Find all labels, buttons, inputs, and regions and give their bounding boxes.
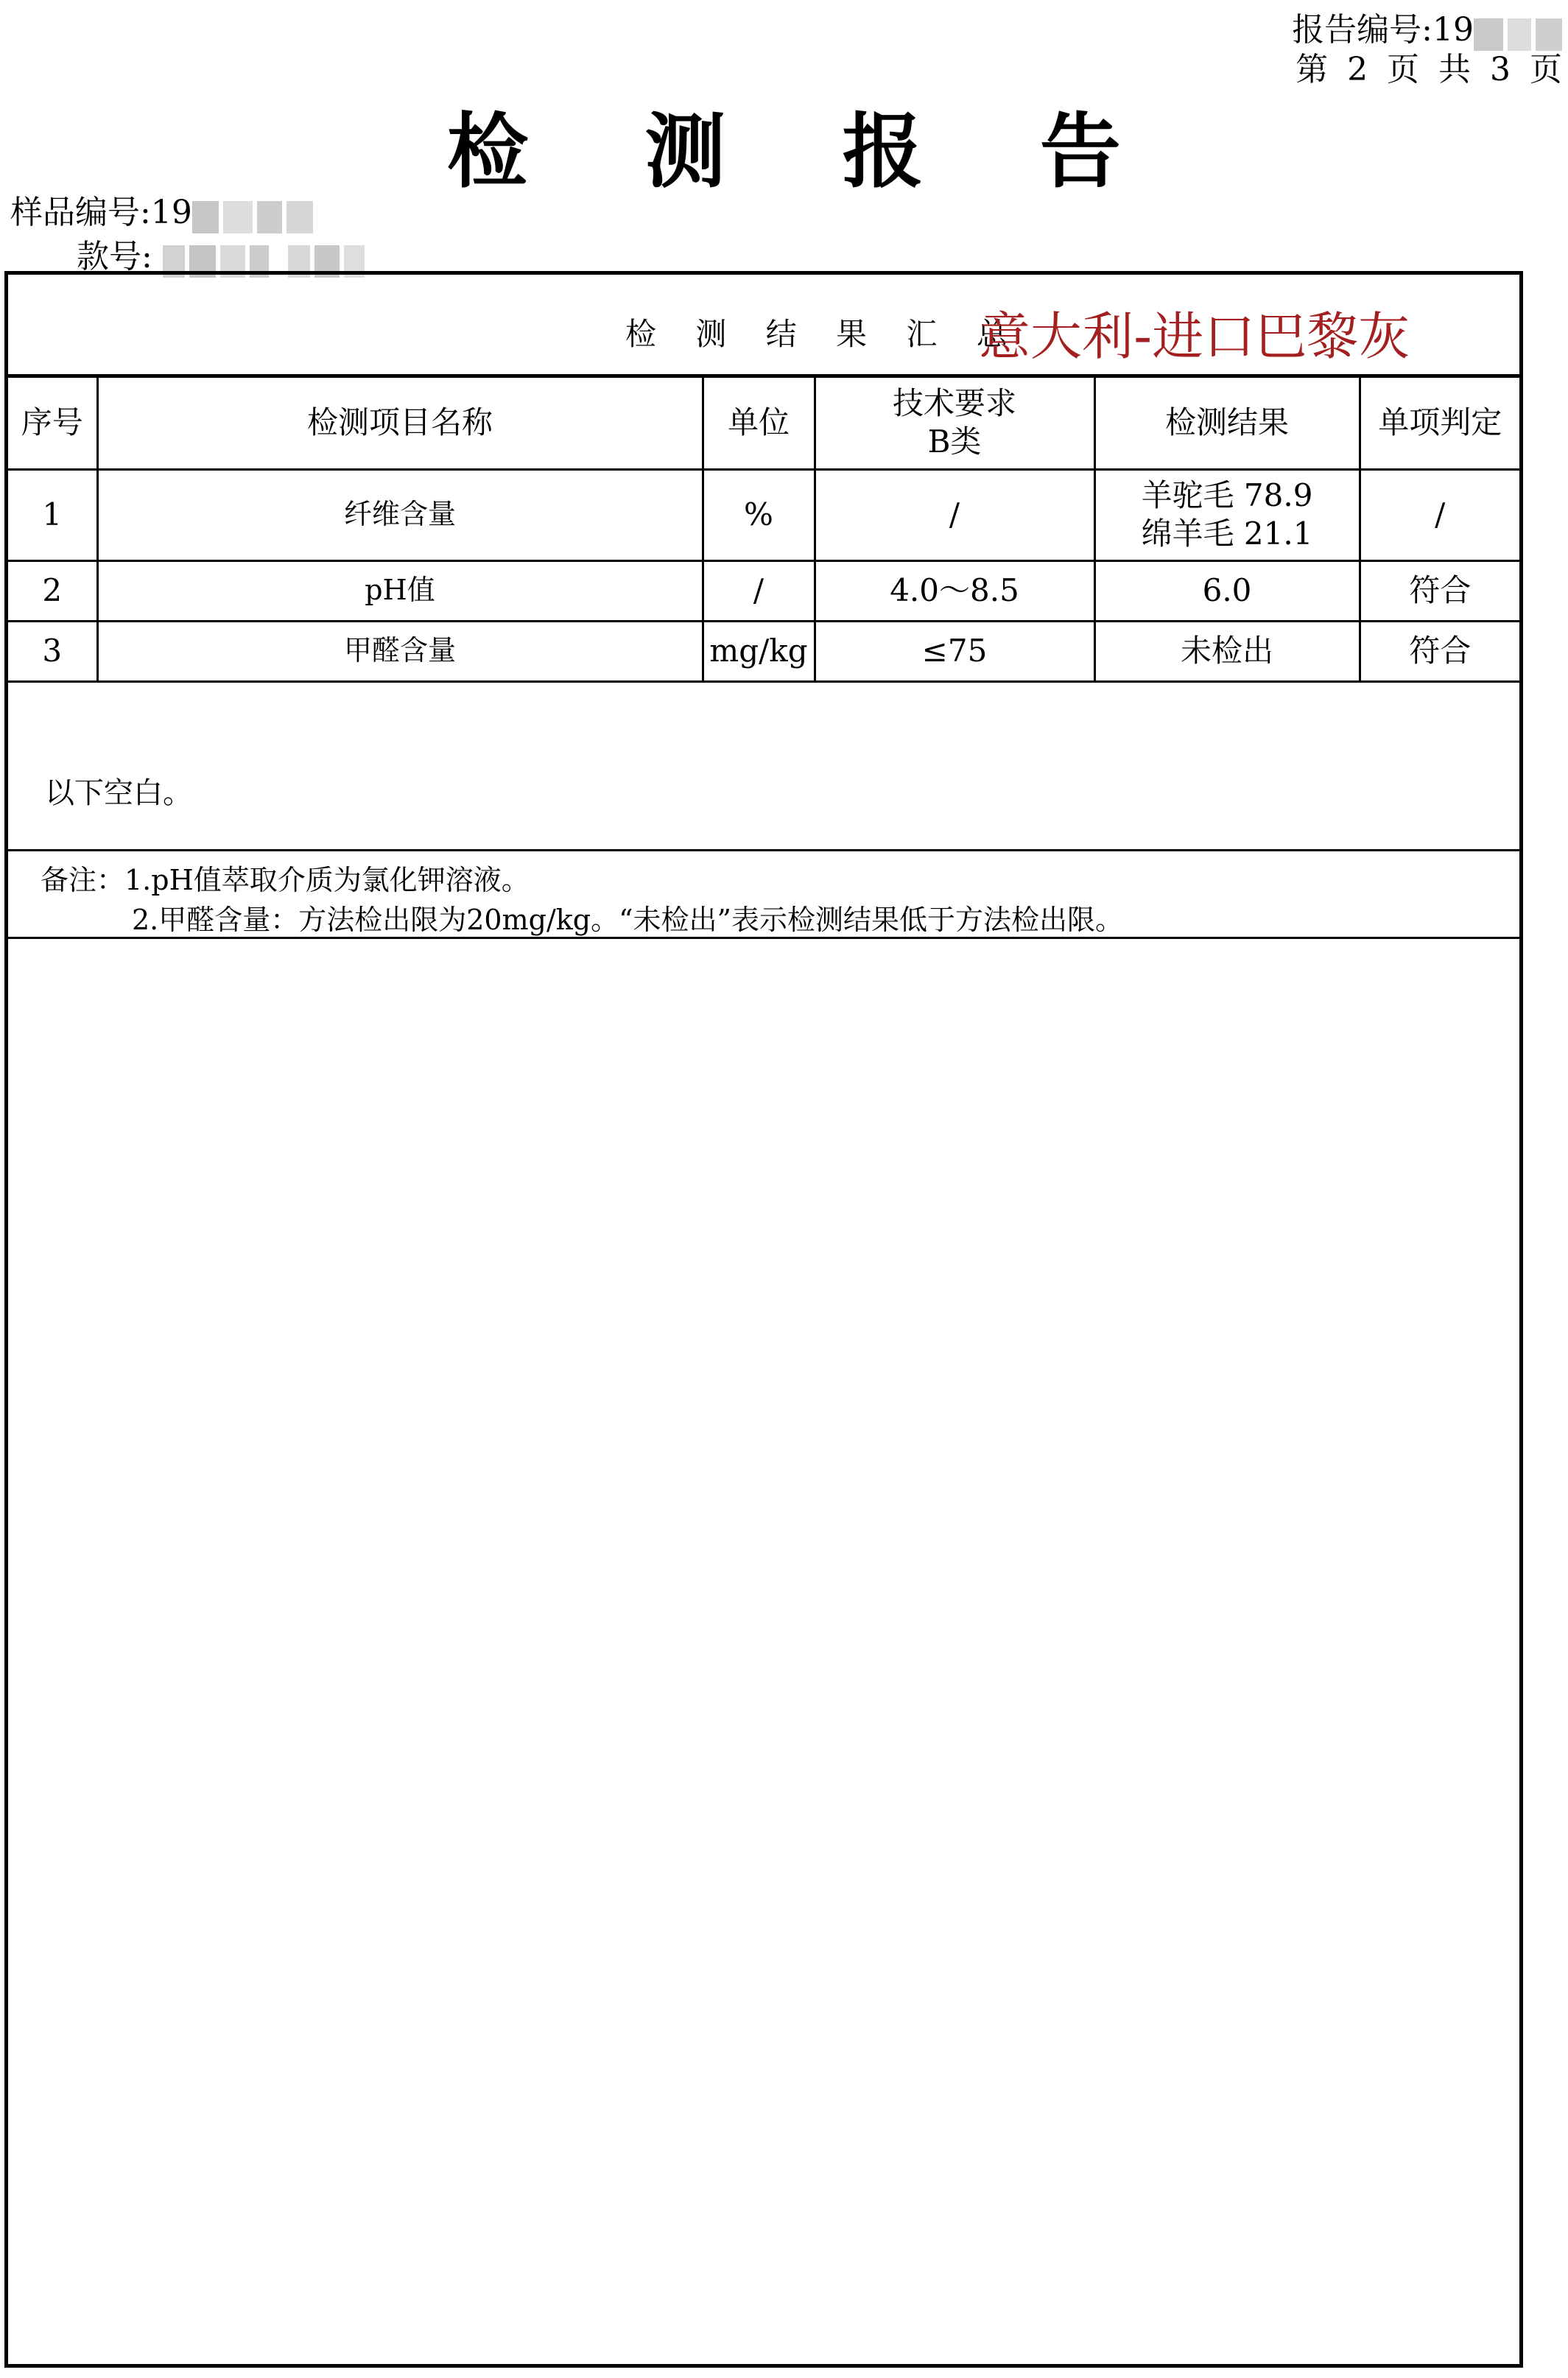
results-table	[8, 378, 1519, 683]
header-result: 检测结果	[1094, 378, 1360, 469]
note-line-2: 2.甲醛含量：方法检出限为20mg/kg。“未检出”表示检测结果低于方法检出限。	[132, 904, 1123, 936]
page-info: 第 2 页 共 3 页	[1295, 51, 1567, 88]
table-row	[8, 469, 1519, 560]
row-index: 1	[8, 469, 97, 560]
row-index: 2	[8, 560, 97, 621]
row-requirement: 4.0～8.5	[815, 560, 1094, 621]
header-judgment: 单项判定	[1360, 378, 1519, 469]
note-line-1: 备注：1.pH值萃取介质为氯化钾溶液。	[41, 864, 530, 896]
row-index: 3	[8, 621, 97, 681]
row-judgment: 符合	[1360, 621, 1519, 681]
header-item: 检测项目名称	[97, 378, 703, 469]
row-requirement: ≤75	[815, 621, 1094, 681]
row-result: 未检出	[1094, 621, 1360, 681]
product-name: 意大利-进口巴黎灰	[979, 306, 1410, 367]
row-result: 6.0	[1094, 560, 1360, 621]
row-unit: %	[703, 469, 815, 560]
row-unit: mg/kg	[703, 621, 815, 681]
blank-below-text: 以下空白。	[45, 776, 192, 810]
row-judgment: 符合	[1360, 560, 1519, 621]
header-index: 序号	[8, 378, 97, 469]
row-result-line2: 绵羊毛 21.1	[1141, 516, 1313, 552]
row-result	[1094, 469, 1360, 560]
table-header-row	[8, 378, 1519, 469]
sample-number-prefix: 样品编号:19	[10, 194, 192, 231]
row-item: 甲醛含量	[97, 621, 703, 681]
summary-row	[8, 275, 1519, 378]
row-result-line1: 羊驼毛 78.9	[1141, 476, 1313, 513]
document-title: 检 测 报 告	[447, 105, 1165, 199]
style-number-label: 款号:	[77, 238, 152, 275]
table-row	[8, 621, 1519, 681]
sample-number	[10, 186, 317, 233]
row-unit: /	[703, 560, 815, 621]
report-frame	[4, 271, 1523, 2368]
header-unit: 单位	[703, 378, 815, 469]
row-judgment: /	[1360, 469, 1519, 560]
header-requirement	[815, 378, 1094, 469]
row-item: 纤维含量	[97, 469, 703, 560]
row-item: pH值	[97, 560, 703, 621]
summary-label: 检 测 结 果 汇 总	[625, 316, 1022, 352]
header-requirement-line1: 技术要求	[892, 384, 1016, 421]
header-requirement-line2: B类	[927, 423, 982, 460]
notes-block	[8, 849, 1519, 939]
redacted-sample-number	[192, 196, 317, 233]
report-number-prefix: 报告编号:19	[1292, 11, 1474, 49]
row-requirement: /	[815, 469, 1094, 560]
table-row	[8, 560, 1519, 621]
